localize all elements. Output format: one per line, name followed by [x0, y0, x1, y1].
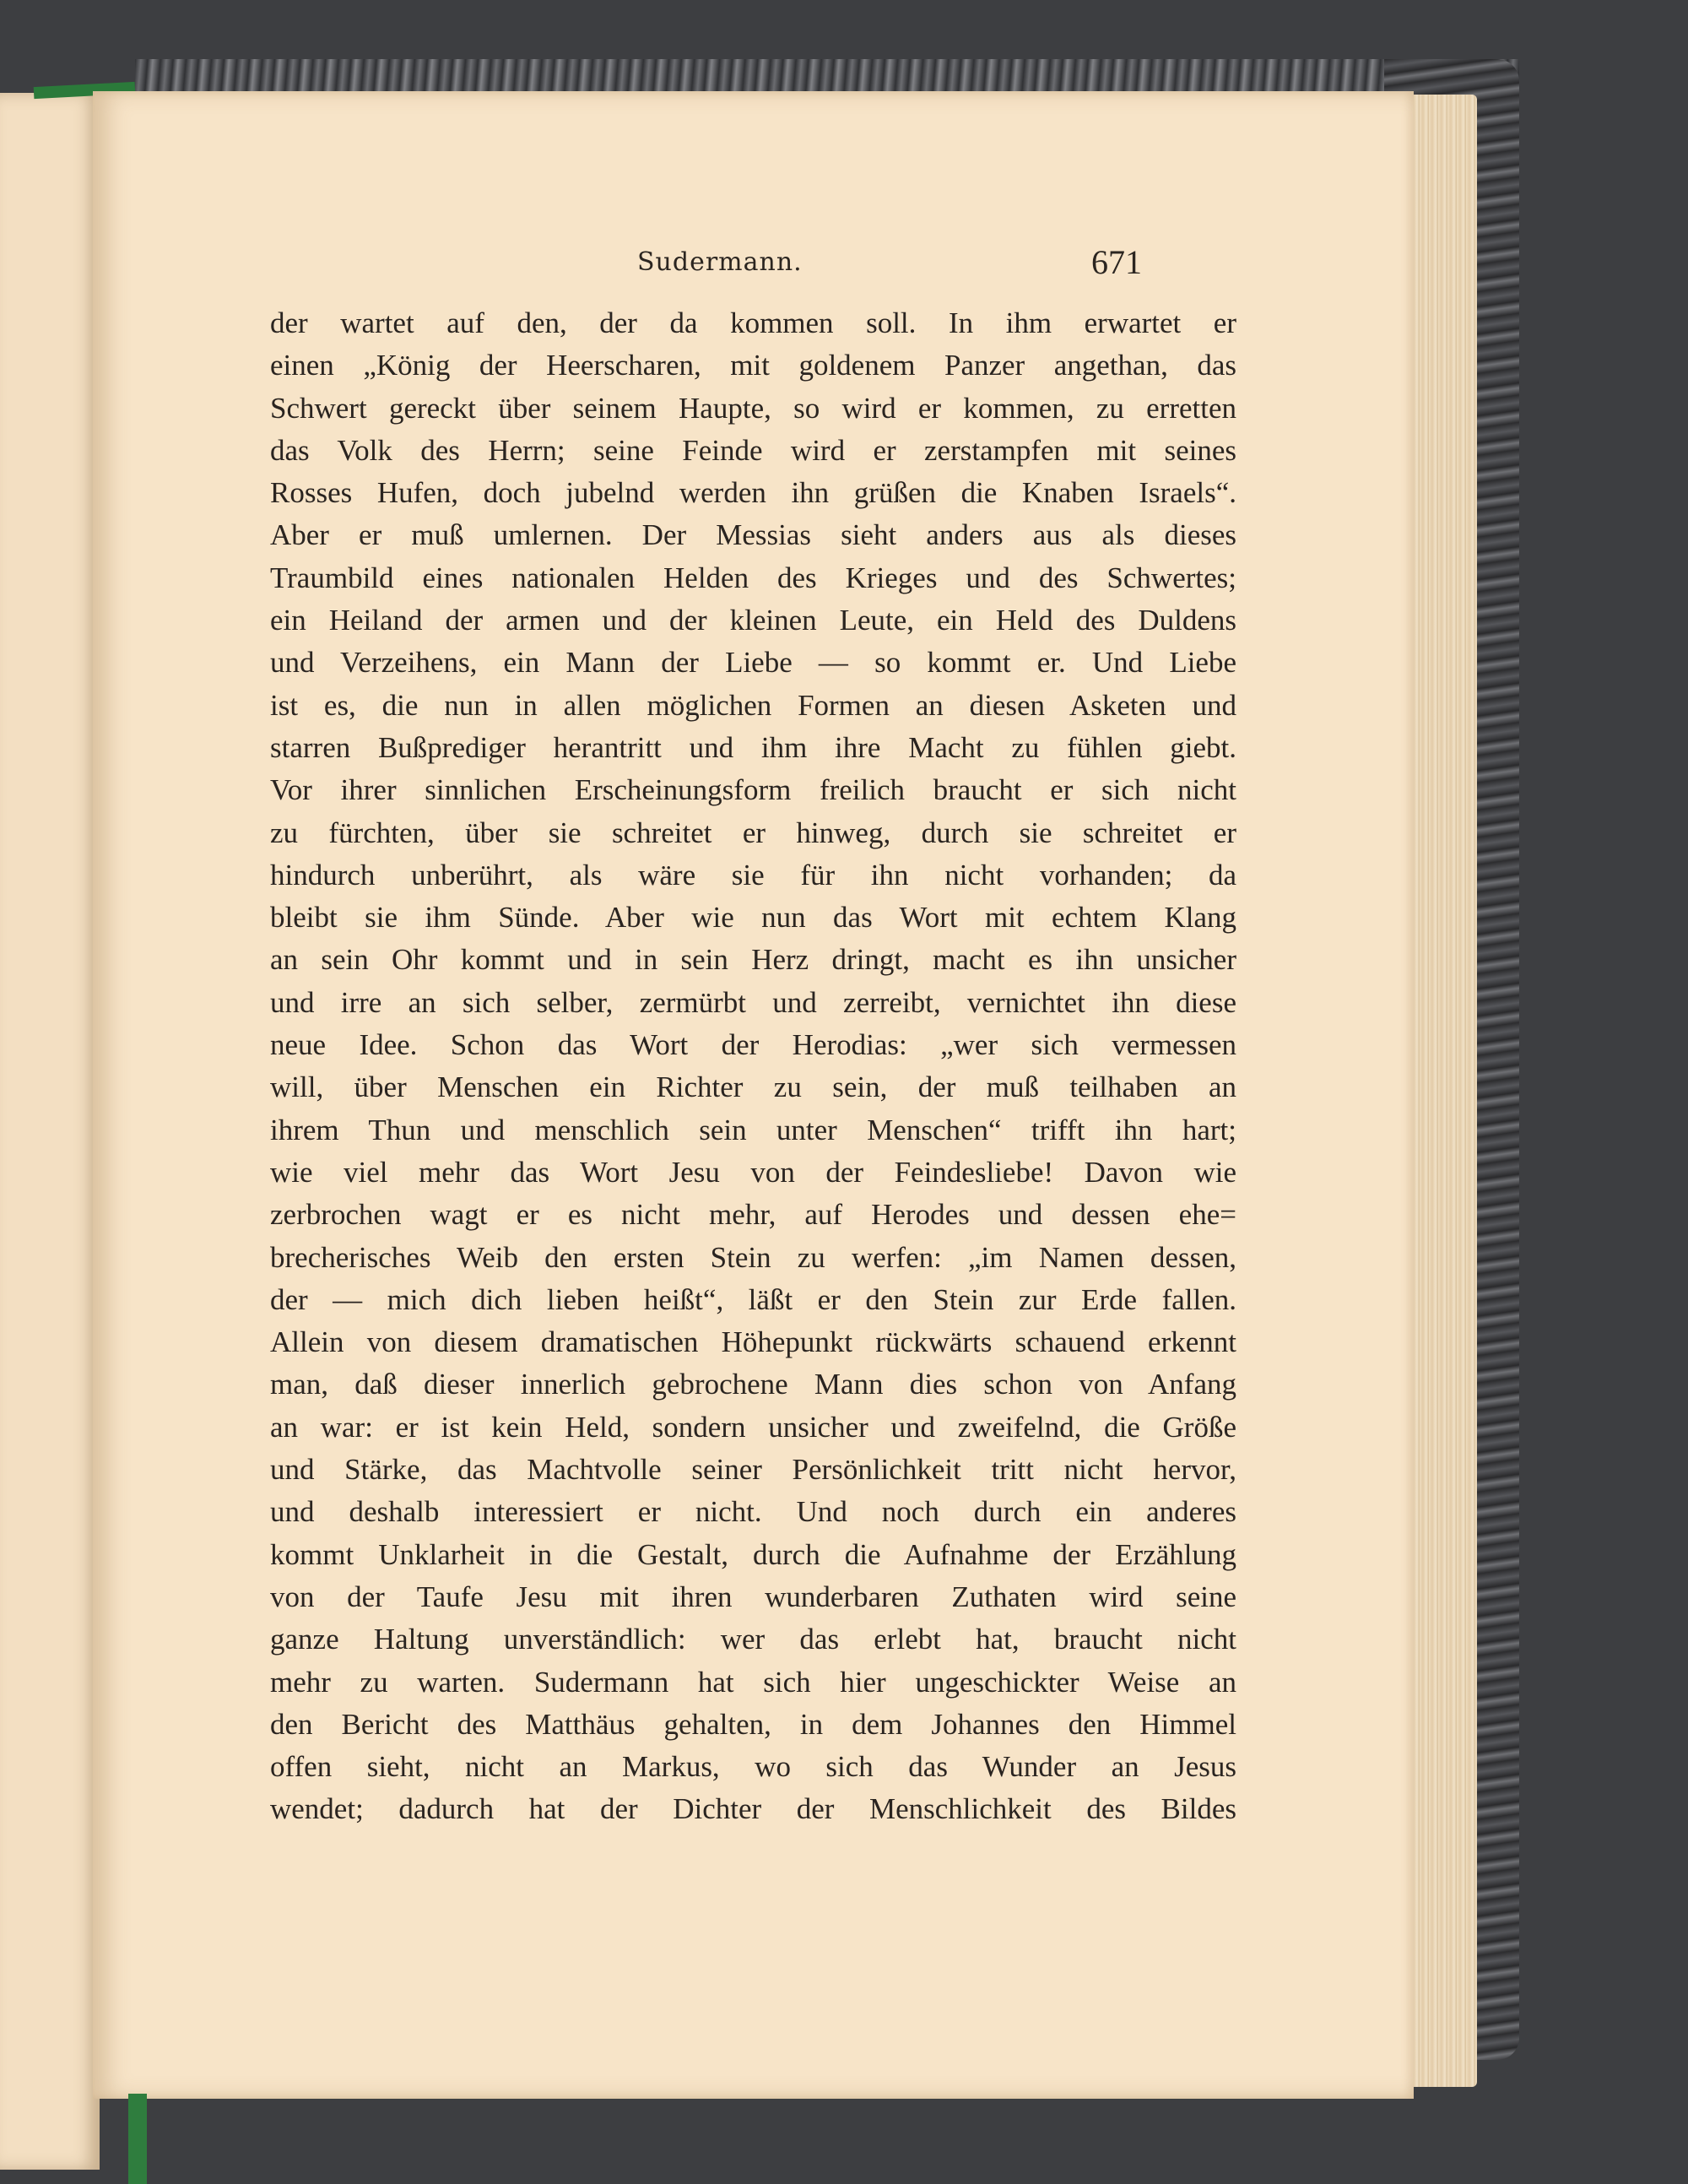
text-line: starren Bußprediger herantritt und ihm ihre Macht zu fühlen giebt. — [270, 730, 1236, 764]
text-line: an war: er ist kein Held, sondern unsicher und zweifelnd, die Größe — [270, 1410, 1236, 1444]
left-page-edge — [0, 93, 100, 2170]
text-line: ganze Haltung unverständlich: wer das erlebt hat, braucht nicht — [270, 1623, 1236, 1656]
bookmark-ribbon-bottom — [128, 2094, 147, 2184]
text-line: und Stärke, das Machtvolle seiner Persönlichkeit tritt nicht hervor, — [270, 1453, 1236, 1487]
text-line: Allein von diesem dramatischen Höhepunkt rückwärts schauend erkennt — [270, 1325, 1236, 1359]
page-number: 671 — [1091, 243, 1142, 281]
text-line: zu fürchten, über sie schreitet er hinweg, durch sie schreitet er — [270, 816, 1236, 849]
text-line: Rosses Hufen, doch jubelnd werden ihn grüßen die Knaben Israels“. — [270, 476, 1236, 510]
text-line: und irre an sich selber, zermürbt und zerreibt, vernichtet ihn diese — [270, 985, 1236, 1019]
text-line: man, daß dieser innerlich gebrochene Mann dies schon von Anfang — [270, 1368, 1236, 1401]
text-line: einen „König der Heerscharen, mit goldenem Panzer angethan, das — [270, 349, 1236, 382]
text-line: hindurch unberührt, als wäre sie für ihn nicht vorhanden; da — [270, 858, 1236, 891]
text-line: und Verzeihens, ein Mann der Liebe — so kommt er. Und Liebe — [270, 646, 1236, 680]
text-line: der wartet auf den, der da kommen soll. In ihm erwartet er — [270, 306, 1236, 339]
text-line: Vor ihrer sinnlichen Erscheinungsform freilich braucht er sich nicht — [270, 773, 1236, 807]
text-line: von der Taufe Jesu mit ihren wunderbaren Zuthaten wird seine — [270, 1580, 1236, 1613]
text-line: kommt Unklarheit in die Gestalt, durch die Aufnahme der Erzählung — [270, 1537, 1236, 1571]
text-line: wie viel mehr das Wort Jesu von der Feindesliebe! Davon wie — [270, 1155, 1236, 1189]
text-line: und deshalb interessiert er nicht. Und noch durch ein anderes — [270, 1495, 1236, 1529]
text-line: mehr zu warten. Sudermann hat sich hier ungeschickter Weise an — [270, 1665, 1236, 1699]
text-line: ein Heiland der armen und der kleinen Leute, ein Held des Duldens — [270, 604, 1236, 637]
text-line: bleibt sie ihm Sünde. Aber wie nun das Wort mit echtem Klang — [270, 901, 1236, 935]
text-line: Aber er muß umlernen. Der Messias sieht anders aus als dieses — [270, 518, 1236, 552]
running-head — [93, 239, 1414, 290]
text-line: den Bericht des Matthäus gehalten, in dem Johannes den Himmel — [270, 1707, 1236, 1741]
text-line: das Volk des Herrn; seine Feinde wird er zerstampfen mit seines — [270, 433, 1236, 467]
text-line: Traumbild eines nationalen Helden des Krieges und des Schwertes; — [270, 561, 1236, 594]
text-line: an sein Ohr kommt und in sein Herz dringt, macht es ihn unsicher — [270, 943, 1236, 977]
body-text — [270, 302, 1236, 1831]
running-title: Sudermann. — [637, 247, 803, 277]
text-line: der — mich dich lieben heißt“, läßt er den Stein zur Erde fallen. — [270, 1282, 1236, 1316]
book-page — [93, 91, 1414, 2099]
text-line: will, über Menschen ein Richter zu sein, der muß teilhaben an — [270, 1070, 1236, 1104]
text-line: ihrem Thun und menschlich sein unter Menschen“ trifft ihn hart; — [270, 1113, 1236, 1146]
text-line: neue Idee. Schon das Wort der Herodias: „wer sich vermessen — [270, 1028, 1236, 1062]
text-line: Schwert gereckt über seinem Haupte, so wird er kommen, zu erretten — [270, 391, 1236, 425]
text-line: wendet; dadurch hat der Dichter der Menschlichkeit des Bildes — [270, 1792, 1236, 1826]
text-line: brecherisches Weib den ersten Stein zu werfen: „im Namen dessen, — [270, 1240, 1236, 1274]
text-line: ist es, die nun in allen möglichen Formen an diesen Asketen und — [270, 688, 1236, 722]
text-line: zerbrochen wagt er es nicht mehr, auf Herodes und dessen ehe= — [270, 1198, 1236, 1232]
text-line: offen sieht, nicht an Markus, wo sich das Wunder an Jesus — [270, 1750, 1236, 1784]
